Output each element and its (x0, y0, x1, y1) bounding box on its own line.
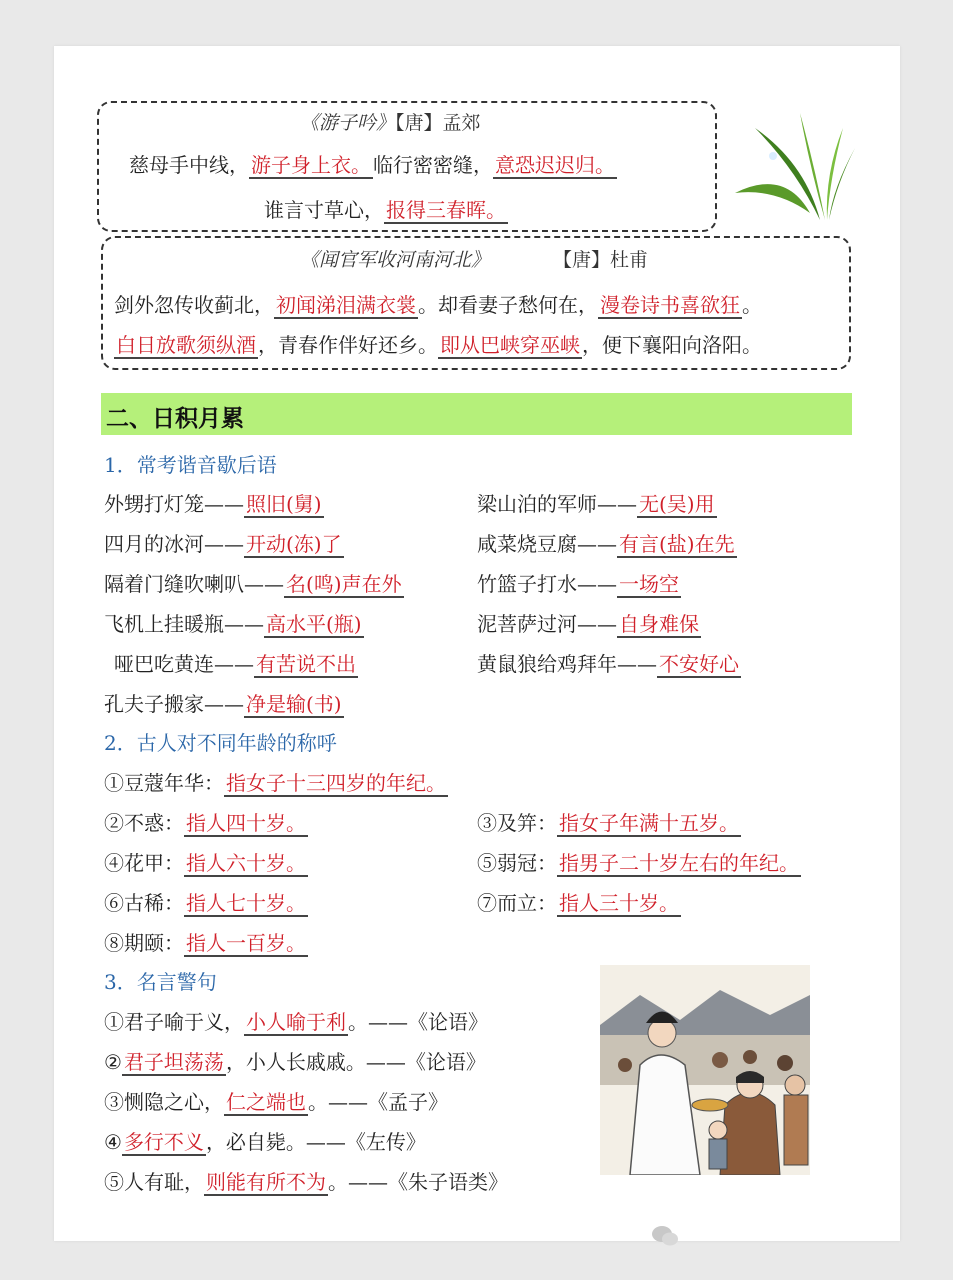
xiehouyu-item: 咸菜烧豆腐—— 有言(盐)在先 (477, 532, 735, 556)
poem-line: 白日放歌须纵酒 ，青春作伴好还乡。 即从巴峡穿巫峡 ，便下襄阳向洛阳。 (116, 333, 762, 357)
xiehouyu-item: 隔着门缝吹喇叭—— 名(鸣)声在外 (104, 572, 402, 596)
answer-blank: 即从巴峡穿巫峡 (440, 333, 580, 357)
age-name-item: ④花甲： 指人六十岁。 (104, 851, 306, 875)
quote-item: ④ 多行不义 ，必自毙。——《左传》 (104, 1130, 426, 1154)
answer-blank: 漫卷诗书喜欲狂 (600, 293, 740, 317)
xiehouyu-item: 梁山泊的军师—— 无(吴)用 (477, 492, 715, 516)
subheading-xiehouyu: 1．常考谐音歇后语 (104, 453, 277, 477)
quote-item: ⑤人有耻， 则能有所不为 。——《朱子语类》 (104, 1170, 508, 1194)
xiehouyu-item: 飞机上挂暖瓶—— 高水平(瓶) (104, 612, 362, 636)
poem-name: 《游子吟》 (300, 112, 396, 134)
poem-author: 【唐】孟郊 (395, 112, 481, 134)
answer-blank: 游子身上衣。 (251, 153, 371, 177)
answer-blank: 白日放歌须纵酒 (116, 333, 256, 357)
age-name-item: ①豆蔻年华： 指女子十三四岁的年纪。 (104, 771, 446, 795)
subheading-age-names: 2．古人对不同年龄的称呼 (104, 731, 337, 755)
age-name-item: ⑧期颐： 指人一百岁。 (104, 931, 306, 955)
ancient-scholar-market-image (600, 965, 810, 1175)
xiehouyu-item: 外甥打灯笼—— 照旧(舅) (104, 492, 322, 516)
poem-line: 剑外忽传收蓟北， 初闻涕泪满衣裳 。却看妻子愁何在， 漫卷诗书喜欲狂 。 (114, 293, 762, 317)
xiehouyu-item: 黄鼠狼给鸡拜年—— 不安好心 (477, 652, 739, 676)
xiehouyu-item: 孔夫子搬家—— 净是输(书) (104, 692, 342, 716)
poem-line: 谁言寸草心， 报得三春晖。 (264, 198, 506, 222)
answer-blank: 意恐迟迟归。 (495, 153, 615, 177)
section-title: 二、日积月累 (106, 406, 244, 432)
poem-line: 慈母手中线， 游子身上衣。 临行密密缝， 意恐迟迟归。 (129, 153, 615, 177)
poem-title (300, 108, 481, 135)
subheading-quotes: 3．名言警句 (104, 970, 217, 994)
xiehouyu-item: 哑巴吃黄连—— 有苦说不出 (114, 652, 356, 676)
section-band (101, 393, 852, 435)
age-name-item: ⑤弱冠： 指男子二十岁左右的年纪。 (477, 851, 799, 875)
quote-item: ①君子喻于义， 小人喻于利 。——《论语》 (104, 1010, 488, 1034)
answer-blank: 初闻涕泪满衣裳 (276, 293, 416, 317)
xiehouyu-item: 泥菩萨过河—— 自身难保 (477, 612, 699, 636)
xiehouyu-item: 竹篮子打水—— 一场空 (477, 572, 679, 596)
quote-item: ③恻隐之心， 仁之端也 。——《孟子》 (104, 1090, 448, 1114)
age-name-item: ⑦而立： 指人三十岁。 (477, 891, 679, 915)
age-name-item: ⑥古稀： 指人七十岁。 (104, 891, 306, 915)
wechat-icon (650, 1224, 680, 1248)
bamboo-leaves-image (725, 108, 860, 226)
poem-author: 【唐】杜甫 (553, 249, 649, 271)
wechat-watermark (650, 1224, 940, 1252)
poem-title (300, 245, 490, 272)
age-name-item: ②不惑： 指人四十岁。 (104, 811, 306, 835)
age-name-item: ③及笄： 指女子年满十五岁。 (477, 811, 739, 835)
answer-blank: 报得三春晖。 (386, 198, 506, 222)
xiehouyu-item: 四月的冰河—— 开动(冻)了 (104, 532, 342, 556)
quote-item: ② 君子坦荡荡 ，小人长戚戚。——《论语》 (104, 1050, 486, 1074)
poem-name: 《闻官军收河南河北》 (300, 249, 491, 271)
